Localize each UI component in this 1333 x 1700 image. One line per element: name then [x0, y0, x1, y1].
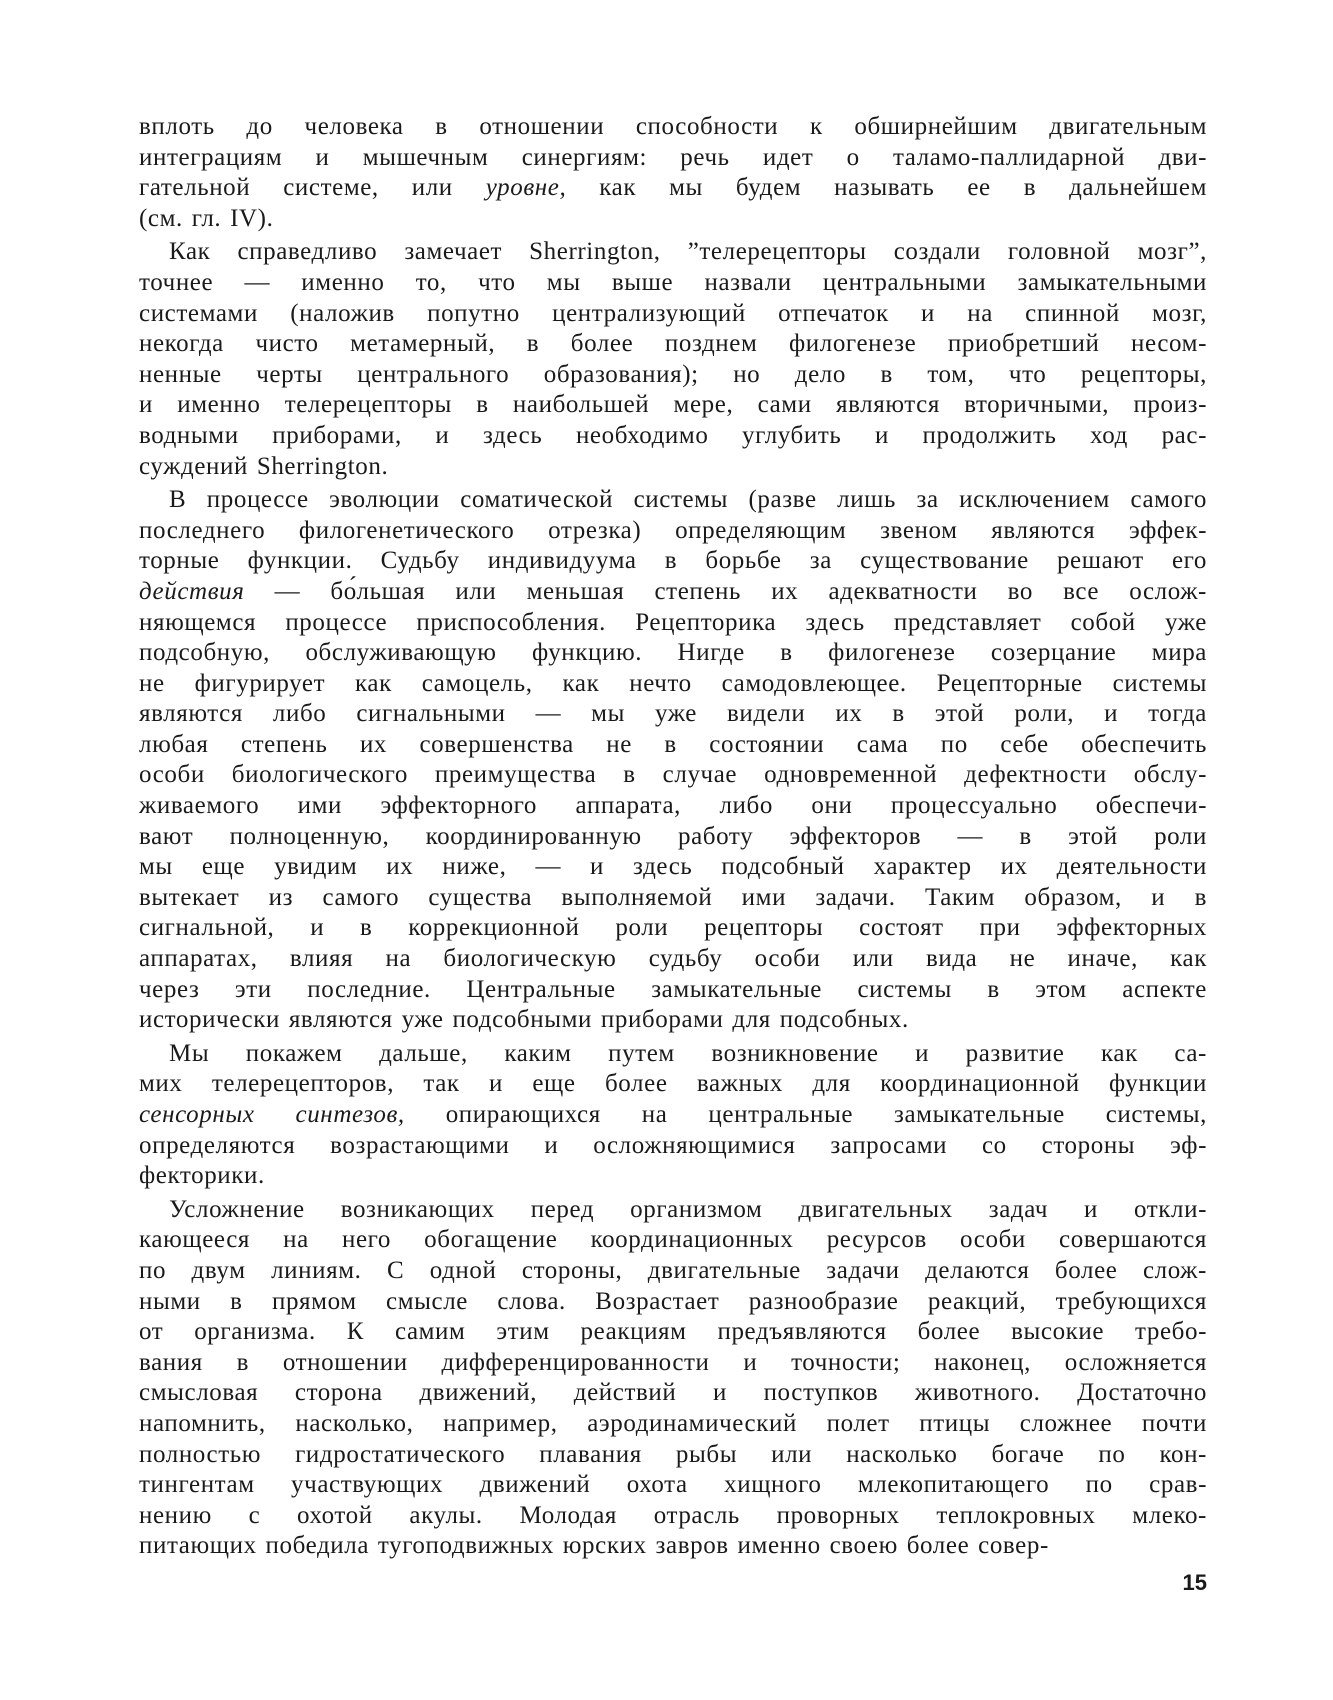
text-line	[139, 1256, 1207, 1287]
text-line	[139, 1195, 1207, 1226]
text-line	[139, 143, 1207, 174]
text-line	[139, 1501, 1207, 1532]
text-line	[139, 1531, 1207, 1562]
text-line	[139, 516, 1207, 547]
text-run: вплоть до человека в отношении способности к обширнейшим двигательным	[139, 113, 1207, 140]
text-run: (см. гл. IV).	[139, 204, 274, 232]
text-line	[139, 360, 1207, 391]
text-run: Усложнение возникающих перед организмом двигательных задач и откли-	[169, 1195, 1207, 1223]
text-run: подсобную, обслуживающую функцию. Нигде в филогенезе созерцание мира	[139, 639, 1207, 667]
text-run: опирающихся на центральные замыкательные системы,	[404, 1101, 1207, 1128]
text-run: являются либо сигнальными — мы уже видели их в этой роли, и тогда	[139, 700, 1207, 728]
text-run: нению с охотой акулы. Молодая отрасль проворных теплокровных млеко-	[139, 1501, 1207, 1529]
text-run: питающих победила тугоподвижных юрских завров именно своею более совер-	[139, 1532, 1049, 1560]
text-line	[139, 485, 1207, 516]
paragraph	[139, 1039, 1207, 1192]
text-run: по двум линиям. С одной стороны, двигательные задачи делаются более слож-	[139, 1256, 1207, 1284]
text-run: вытекает из самого существа выполняемой ими задачи. Таким образом, и в	[139, 883, 1207, 911]
text-line	[139, 669, 1207, 700]
text-line	[139, 638, 1207, 669]
text-run: через эти последние. Центральные замыкательные системы в этом аспекте	[139, 975, 1207, 1003]
text-line	[139, 329, 1207, 360]
italic-term: сенсорных синтезов,	[139, 1101, 405, 1128]
text-line	[139, 1317, 1207, 1348]
page-body	[139, 112, 1207, 1565]
text-run: напомнить, насколько, например, аэродинамический полет птицы сложнее почти	[139, 1409, 1207, 1437]
text-line	[139, 299, 1207, 330]
text-run: вания в отношении дифференцированности и точности; наконец, осложняется	[139, 1348, 1207, 1376]
text-line	[139, 1100, 1207, 1131]
paragraph	[139, 237, 1207, 482]
text-line	[139, 1161, 1207, 1192]
text-run: — бо́льшая или меньшая степень их адекватности во все ослож-	[244, 577, 1207, 605]
text-line	[139, 1348, 1207, 1379]
text-run: гательной системе, или	[139, 174, 486, 202]
text-run: Как справедливо замечает Sherrington, ”телерецепторы создали головной мозг”,	[169, 238, 1207, 266]
text-line	[139, 390, 1207, 421]
italic-term: действия	[139, 577, 245, 605]
text-run: системами (наложив попутно централизующий отпечаток и на спинной мозг,	[139, 299, 1207, 327]
text-run: водными приборами, и здесь необходимо углубить и продолжить ход рас-	[139, 421, 1207, 449]
text-run: живаемого ими эффекторного аппарата, либо они процессуально обеспечи-	[139, 792, 1207, 820]
text-run: фекторики.	[139, 1162, 265, 1190]
paragraph	[139, 1195, 1207, 1562]
text-run: особи биологического преимущества в случае одновременной дефектности обслу-	[139, 761, 1207, 789]
page-number: 15	[1182, 1570, 1207, 1595]
text-line	[139, 852, 1207, 883]
text-line	[139, 112, 1207, 143]
paragraph	[139, 485, 1207, 1036]
text-run: В процессе эволюции соматической системы (разве лишь за исключением самого	[169, 486, 1207, 514]
text-run: последнего филогенетического отрезка) определяющим звеном являются эффек-	[139, 516, 1207, 544]
text-line	[139, 699, 1207, 730]
text-line	[139, 944, 1207, 975]
text-line	[139, 546, 1207, 577]
text-line	[139, 204, 1207, 235]
text-line	[139, 1039, 1207, 1070]
text-run: мы еще увидим их ниже, — и здесь подсобный характер их деятельности	[139, 853, 1207, 881]
italic-term: уровне,	[485, 174, 567, 202]
text-run: кающееся на него обогащение координационных ресурсов особи совершаются	[139, 1226, 1207, 1254]
text-line	[139, 1225, 1207, 1256]
text-line	[139, 1069, 1207, 1100]
text-line	[139, 608, 1207, 639]
text-run: няющемся процессе приспособления. Рецепторика здесь представляет собой уже	[139, 608, 1207, 636]
text-run: некогда чисто метамерный, в более позднем филогенезе приобретший несом-	[139, 330, 1207, 358]
text-line	[139, 760, 1207, 791]
text-line	[139, 1440, 1207, 1471]
text-run: Мы покажем дальше, каким путем возникновение и развитие как са-	[169, 1039, 1207, 1067]
text-line	[139, 1287, 1207, 1318]
text-line	[139, 791, 1207, 822]
text-run: ными в прямом смысле слова. Возрастает разнообразие реакций, требующихся	[139, 1287, 1207, 1315]
text-run: сигнальной, и в коррекционной роли рецепторы состоят при эффекторных	[139, 914, 1207, 942]
text-run: и именно телерецепторы в наибольшей мере, сами являются вторичными, произ-	[139, 391, 1207, 419]
text-line	[139, 237, 1207, 268]
text-run: любая степень их совершенства не в состоянии сама по себе обеспечить	[139, 730, 1207, 758]
text-line	[139, 1409, 1207, 1440]
text-line	[139, 1470, 1207, 1501]
text-run: исторически являются уже подсобными приборами для подсобных.	[139, 1006, 909, 1034]
text-run: полностью гидростатического плавания рыбы или насколько богаче по кон-	[139, 1440, 1207, 1468]
text-run: аппаратах, влияя на биологическую судьбу особи или вида не иначе, как	[139, 945, 1207, 973]
text-run: интеграциям и мышечным синергиям: речь идет о таламо-паллидарной дви-	[139, 143, 1207, 171]
text-run: точнее — именно то, что мы выше назвали центральными замыкательными	[139, 268, 1207, 296]
text-run: вают полноценную, координированную работу эффекторов — в этой роли	[139, 822, 1207, 850]
text-run: мих телерецепторов, так и еще более важных для координационной функции	[139, 1070, 1207, 1098]
text-line	[139, 421, 1207, 452]
text-line	[139, 1378, 1207, 1409]
text-line	[139, 883, 1207, 914]
text-run: торные функции. Судьбу индивидуума в борьбе за существование решают его	[139, 547, 1207, 575]
text-run: не фигурирует как самоцель, как нечто самодовлеющее. Рецепторные системы	[139, 669, 1207, 697]
text-line	[139, 913, 1207, 944]
text-run: от организма. К самим этим реакциям предъявляются более высокие требо-	[139, 1318, 1207, 1346]
text-line	[139, 975, 1207, 1006]
text-line	[139, 268, 1207, 299]
text-line	[139, 577, 1207, 608]
text-line	[139, 730, 1207, 761]
text-run: определяются возрастающими и осложняющимися запросами со стороны эф-	[139, 1131, 1207, 1159]
text-line	[139, 173, 1207, 204]
text-run: как мы будем называть ее в дальнейшем	[566, 174, 1207, 202]
text-run: суждений Sherrington.	[139, 452, 389, 480]
text-line	[139, 1005, 1207, 1036]
text-run: ненные черты центрального образования); но дело в том, что рецепторы,	[139, 360, 1207, 388]
paragraph	[139, 112, 1207, 234]
text-run: смысловая сторона движений, действий и поступков животного. Достаточно	[139, 1379, 1207, 1407]
text-run: тингентам участвующих движений охота хищного млекопитающего по срав-	[139, 1471, 1207, 1499]
text-line	[139, 1131, 1207, 1162]
text-line	[139, 452, 1207, 483]
text-line	[139, 822, 1207, 853]
